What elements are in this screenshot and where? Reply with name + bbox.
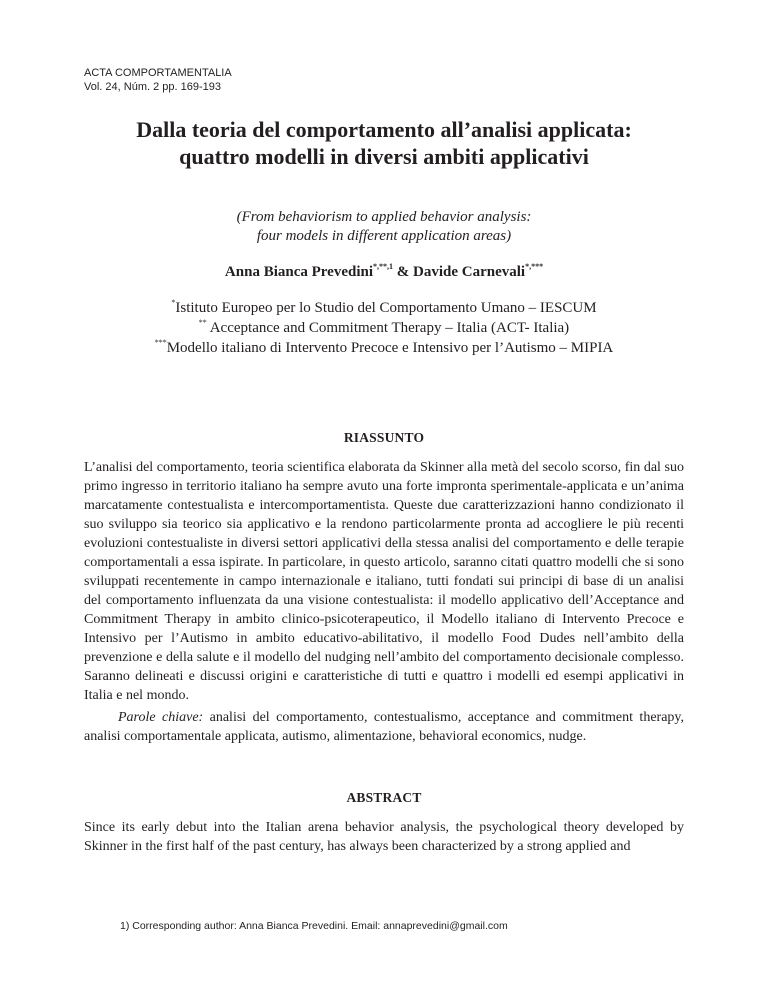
abstract-body: Since its early debut into the Italian arena behavior analysis, the psychological theory developed by Skinner in the first half of the past century, has always been characterized by a strong applied and <box>84 820 684 854</box>
affiliations <box>84 298 684 358</box>
subtitle-line-2: four models in different application areas) <box>256 228 512 244</box>
author-affiliation-marks: *,*** <box>525 262 544 271</box>
affiliation-mark: * <box>171 298 176 307</box>
author-name: Anna Bianca Prevedini <box>224 264 373 280</box>
keywords-text: analisi del comportamento, contestualismo, acceptance and commitment therapy, analisi comportamentale applicata, autismo, alimentazione, behavioral economics, nudge. <box>84 710 684 744</box>
affiliation-text: Istituto Europeo per lo Studio del Comportamento Umano – IESCUM <box>175 300 597 316</box>
affiliation-text: Acceptance and Commitment Therapy – Italia (ACT- Italia) <box>206 320 570 336</box>
author-affiliation-marks: *,**,1 <box>373 262 393 271</box>
paper-title <box>84 116 684 170</box>
author-name: Davide Carnevali <box>413 264 526 280</box>
affiliation-mark: *** <box>154 338 167 347</box>
journal-volume: Vol. 24, Núm. 2 pp. 169-193 <box>84 81 221 93</box>
affiliation <box>84 318 684 338</box>
riassunto-heading: RIASSUNTO <box>343 430 425 445</box>
title-line-1: Dalla teoria del comportamento all’analisi applicata: <box>136 117 632 142</box>
author-line <box>84 262 684 282</box>
keywords-label: Parole chiave: <box>118 710 204 725</box>
author-separator: & <box>393 264 413 280</box>
affiliation-text: Modello italiano di Intervento Precoce e Intensivo per l’Autismo – MIPIA <box>166 340 614 356</box>
affiliation <box>84 338 684 358</box>
journal-name: ACTA COMPORTAMENTALIA <box>84 67 232 79</box>
paper-subtitle <box>84 208 684 246</box>
affiliation-mark: ** <box>198 318 207 327</box>
footnote: 1) Corresponding author: Anna Bianca Prevedini. Email: annaprevedini@gmail.com <box>120 920 508 932</box>
riassunto-body: L’analisi del comportamento, teoria scientifica elaborata da Skinner alla metà del secolo scorso, fin dal suo primo ingresso in territorio italiano ha sempre avuto una forte impronta sperimentale-applicata e un’anima marcatamente contestualista e intercomportamentista. Queste due caratterizzazioni hanno condizionato il suo sviluppo sia teorico sia applicativo e la rendono particolarmente pronta ad accogliere le più recenti evoluzioni contestualiste in diversi settori applicativi della stessa analisi del comportamento e delle terapie comportamentali a essa ispirate. In particolare, in questo articolo, saranno citati quattro modelli che si sono sviluppati recentemente in campo internazionale e italiano, tutti fondati sui principi di base di un analisi del comportamento influenzata da una visione contestualista: il modello applicativo dell’Acceptance and Commitment Therapy in ambito clinico-psicoterapeutico, il Modello italiano di Intervento Precoce e Intensivo per l’Autismo in ambito educativo-abilitativo, il modello Food Dudes nell’ambito della prevenzione e della salute e il modello del nudging nell’ambito del comportamento decisionale complesso. Saranno delineati e discussi origini e caratteristiche di tutti e quattro i modelli ed esempi applicativi in Italia e nel mondo. <box>84 460 684 703</box>
keywords <box>84 708 684 746</box>
abstract-heading: ABSTRACT <box>346 790 422 805</box>
subtitle-line-1: (From behaviorism to applied behavior analysis: <box>236 209 532 225</box>
affiliation <box>84 298 684 318</box>
journal-header <box>84 66 232 94</box>
title-line-2: quattro modelli in diversi ambiti applicativi <box>179 144 589 169</box>
